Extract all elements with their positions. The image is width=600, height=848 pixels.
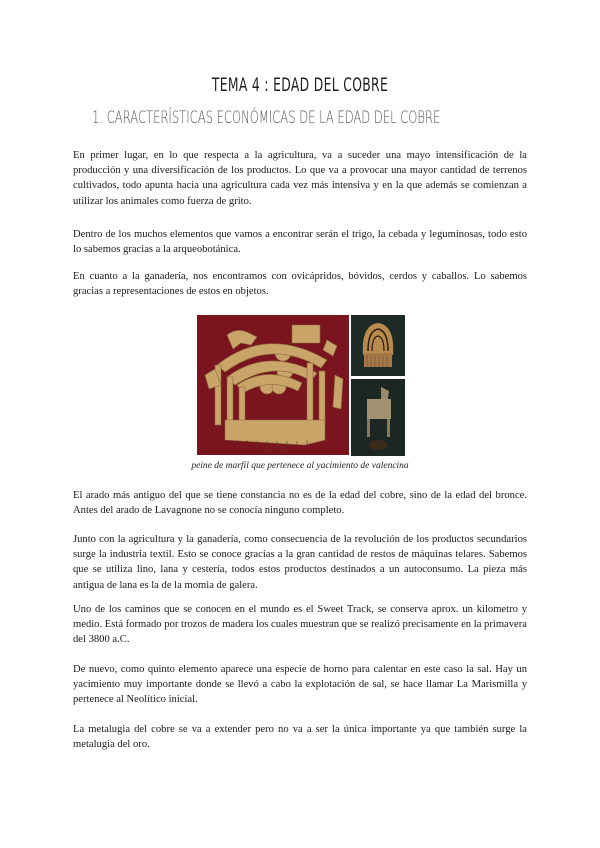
comb-fragments-image xyxy=(197,315,349,455)
document-title: TEMA 4 : EDAD DEL COBRE xyxy=(211,74,389,96)
comb-complete-image xyxy=(351,315,405,376)
comb-fragment-image xyxy=(351,379,405,456)
figure-image-bottom-right xyxy=(351,379,405,456)
figure-ivory-comb xyxy=(197,315,406,457)
figure-image-top-right xyxy=(351,315,405,376)
paragraph-sal: De nuevo, como quinto elemento aparece una especie de horno para calentar en este caso la sal. Hay un yacimiento muy importante donde se llevó a cabo la explotación de sal, se hace llamar La Marismilla y pertenece al Neolítico inicial. xyxy=(73,664,527,706)
section-heading: 1. CARACTERÍSTICAS ECONÓMICAS DE LA EDAD DEL COBRE xyxy=(92,108,441,128)
paragraph-elementos: Dentro de los muchos elementos que vamos a encontrar serán el trigo, la cebada y leguminosas, todo esto lo sabemos gracias a la arqueobotánica. xyxy=(73,229,527,256)
figure-image-main xyxy=(197,315,349,455)
figure-caption: peine de marfil que pertenece al yacimiento de valencina xyxy=(191,461,409,471)
paragraph-agricultura: En primer lugar, en lo que respecta a la agricultura, va a suceder una mayo intensificación de la producción y una diversificación de los productos. Lo que va a provocar una mayor cantidad de terrenos cultivados, todo apunta hacia una agricultura cada vez más intensiva y en la que además se comienzan a utilizar los animales como fuerza de grito. xyxy=(73,150,527,207)
paragraph-ganaderia: En cuanto a la ganadería, nos encontramos con ovicápridos, bóvidos, cerdos y caballos. Lo sabemos gracias a representaciones de estos en objetos. xyxy=(73,271,527,298)
paragraph-metalurgia: La metalugia del cobre se va a extender pero no va a ser la única importante ya que también surge la metalugia del oro. xyxy=(73,724,527,751)
paragraph-textil: Junto con la agricultura y la ganadería, como consecuencia de la revolución de los productos secundarios surge la industria textil. Esto se conoce gracias a la gran cantidad de restos de máquinas telares. Sabemos que se utiliza lino, lana y cestería, todos estos productos destinados a un autoconsumo. La pieza más antigua de lana es la de la momia de galera. xyxy=(73,534,527,591)
paragraph-sweet-track: Uno de los caminos que se conocen en el mundo es el Sweet Track, se conserva aprox. un kilometro y medio. Está formado por trozos de madera los cuales muestran que se realizó precisamente en la primavera del 3800 a.C. xyxy=(73,604,527,646)
paragraph-arado: El arado más antiguo del que se tiene constancia no es de la edad del cobre, sino de la edad del bronce. Antes del arado de Lavagnone no se conocía ninguno completo. xyxy=(73,490,527,517)
